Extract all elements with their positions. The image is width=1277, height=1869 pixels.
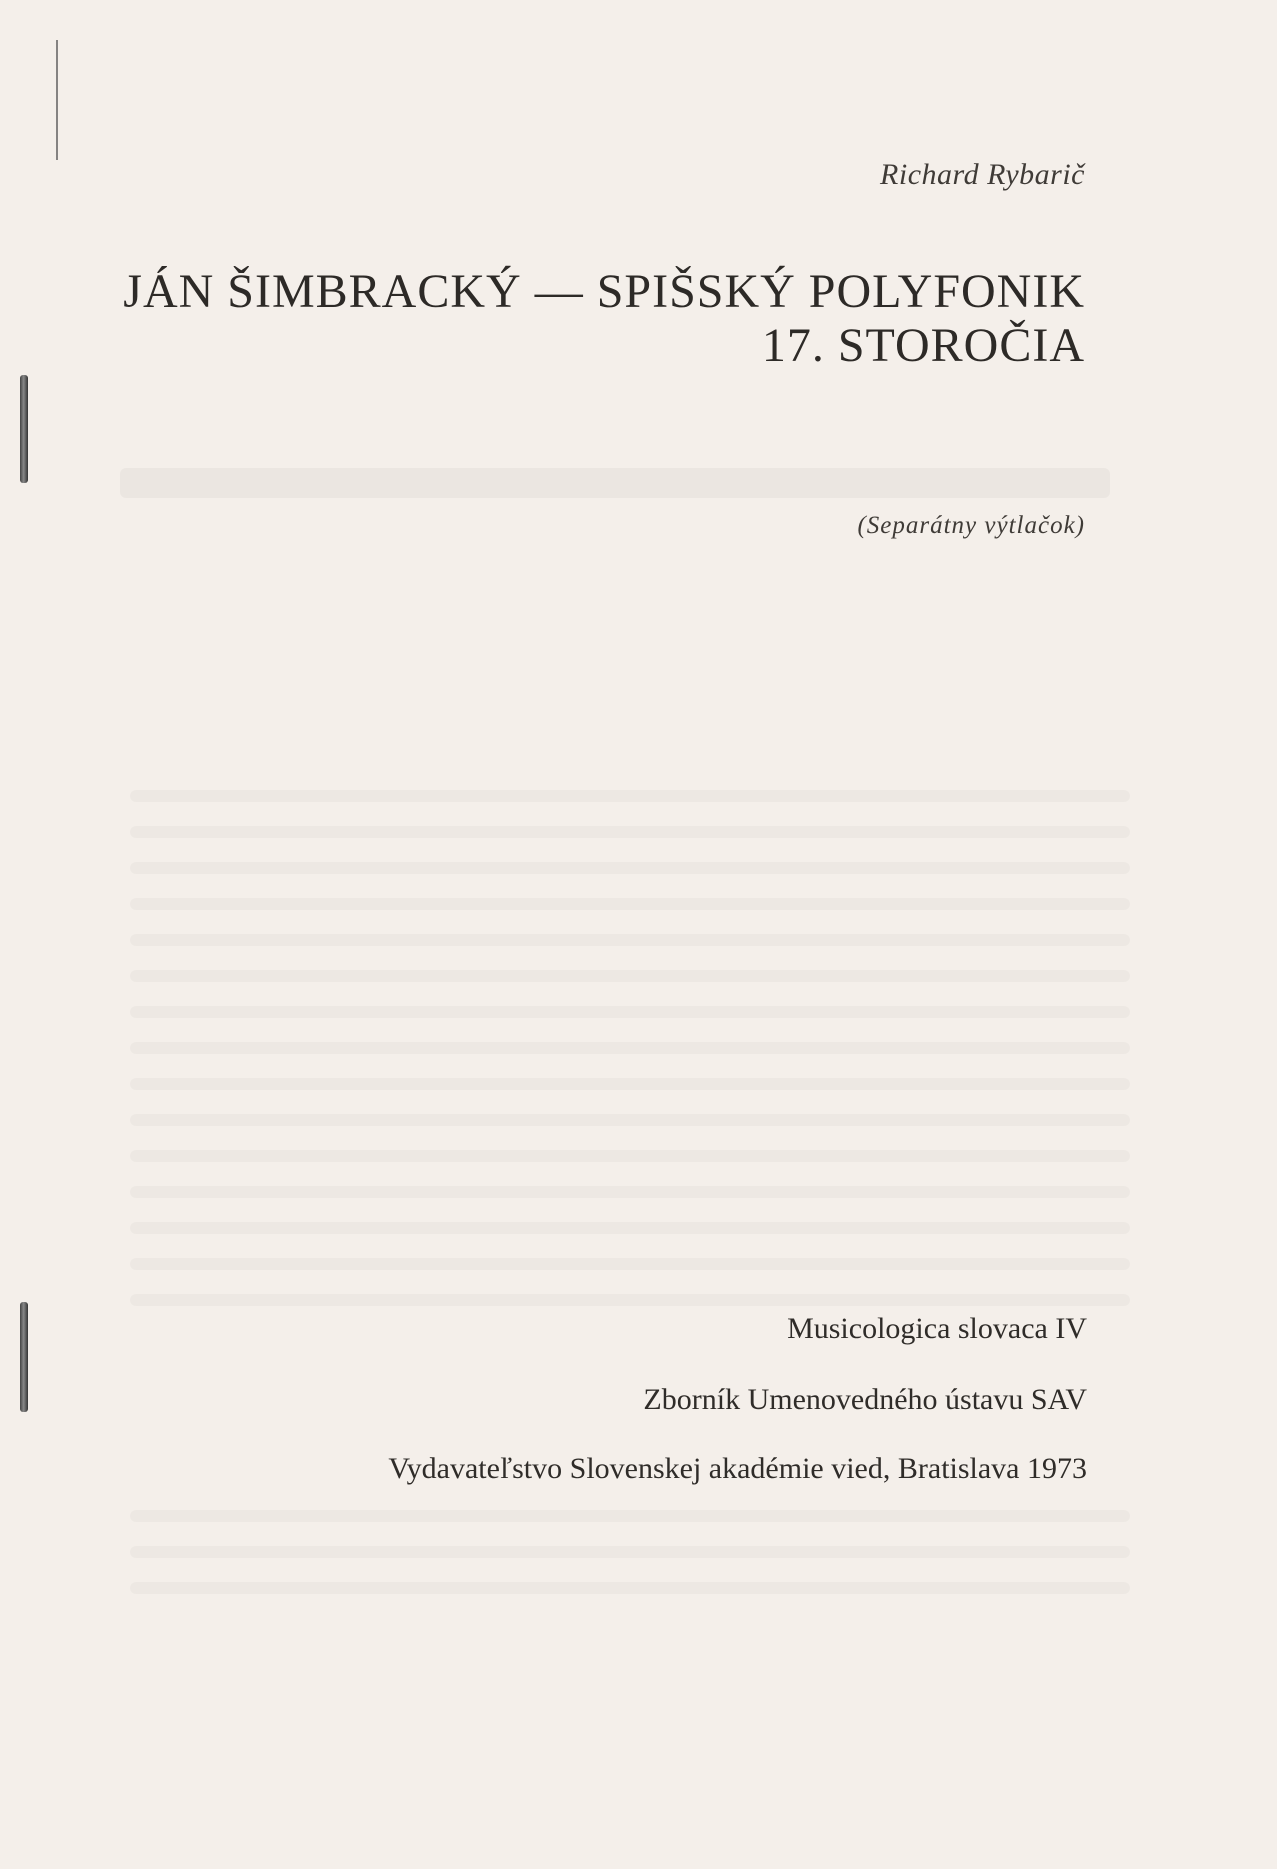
- binding-thread: [56, 40, 58, 160]
- bleed-through-line: [130, 826, 1130, 838]
- staple-bottom: [20, 1302, 28, 1412]
- bleed-through-line: [130, 1294, 1130, 1306]
- bleed-through-title: [120, 468, 1110, 498]
- bleed-through-line: [130, 1114, 1130, 1126]
- bleed-through-line: [130, 970, 1130, 982]
- title-line-2: 17. STOROČIA: [761, 319, 1085, 372]
- bleed-through-line: [130, 898, 1130, 910]
- bleed-through-line: [130, 934, 1130, 946]
- collection-name: Zborník Umenovedného ústavu SAV: [643, 1383, 1087, 1416]
- author-name: Richard Rybarič: [880, 158, 1085, 191]
- bleed-through-line: [130, 1582, 1130, 1594]
- series-name: Musicologica slovaca IV: [787, 1312, 1087, 1345]
- bleed-through-line: [130, 1006, 1130, 1018]
- offprint-note: (Separátny výtlačok): [857, 512, 1085, 539]
- bleed-through-line: [130, 1042, 1130, 1054]
- publisher-line: Vydavateľstvo Slovenskej akadémie vied, Bratislava 1973: [388, 1452, 1087, 1485]
- staple-top: [20, 375, 28, 483]
- bleed-through-line: [130, 1222, 1130, 1234]
- bleed-through-line: [130, 1546, 1130, 1558]
- bleed-through-line: [130, 862, 1130, 874]
- bleed-through-line: [130, 1078, 1130, 1090]
- bleed-through-line: [130, 1510, 1130, 1522]
- bleed-through-line: [130, 1258, 1130, 1270]
- bleed-through-line: [130, 1186, 1130, 1198]
- bleed-through-line: [130, 1150, 1130, 1162]
- title-line-1: JÁN ŠIMBRACKÝ — SPIŠSKÝ POLYFONIK: [123, 265, 1085, 318]
- bleed-through-line: [130, 790, 1130, 802]
